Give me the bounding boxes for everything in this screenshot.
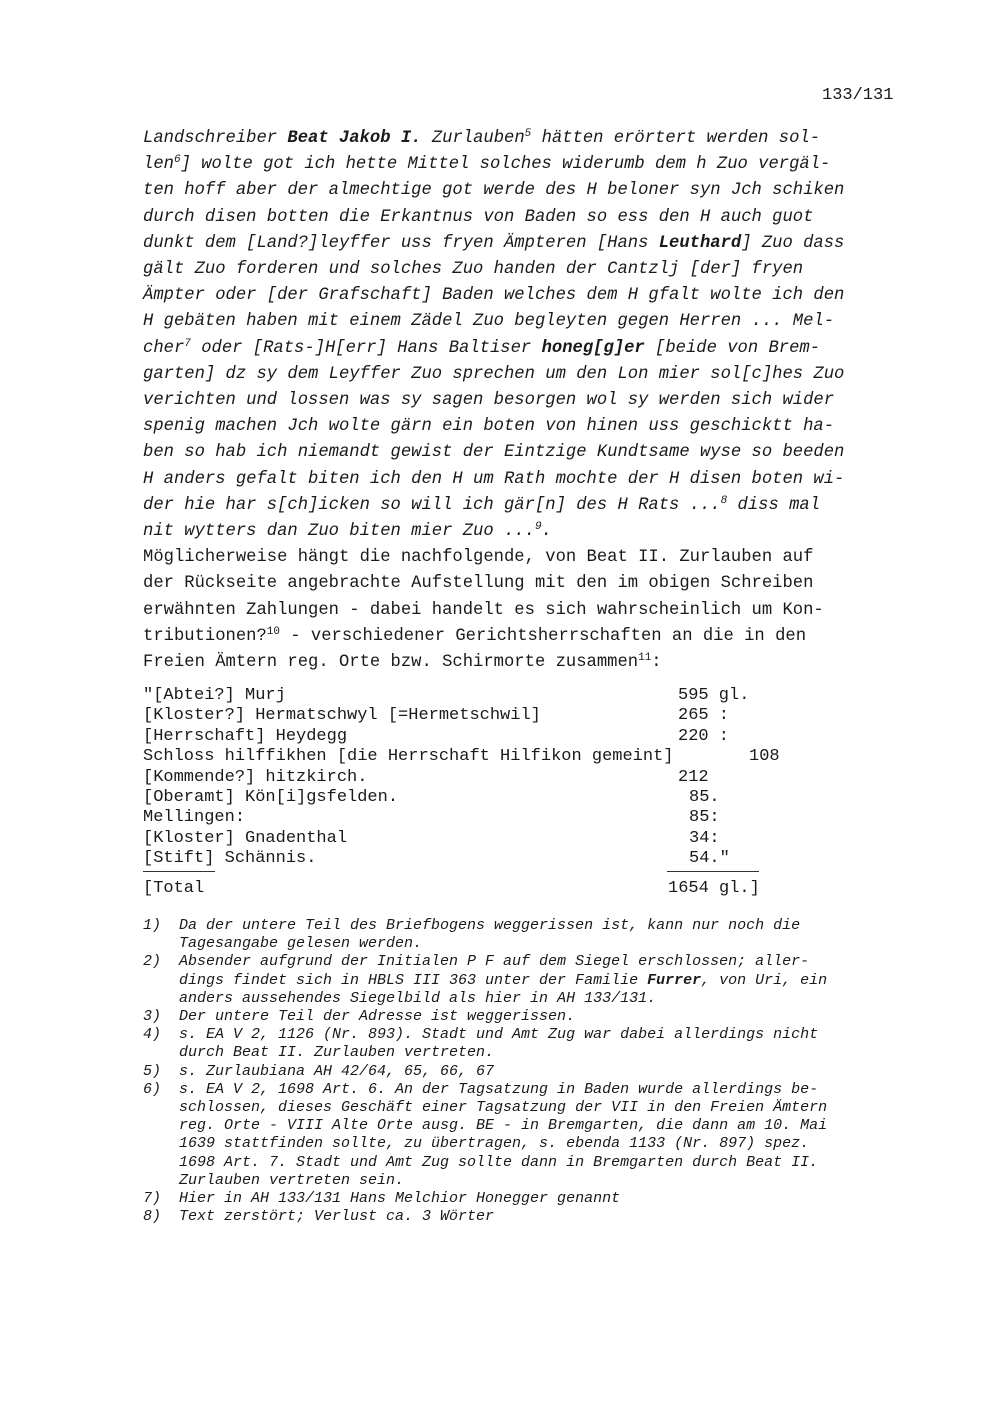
payments-table — [143, 686, 843, 870]
row-label: "[Abtei?] Murj — [143, 686, 286, 705]
row-value: 34: — [689, 828, 720, 848]
table-row — [143, 747, 843, 767]
footnote-line: s. EA V 2, 1698 Art. 6. An der Tagsatzung in Baden wurde allerdings be- — [179, 1080, 819, 1098]
footnote-line: durch Beat II. Zurlauben vertreten. — [179, 1044, 495, 1062]
transcription-line: ben so hab ich niemandt gewist der Eintzige Kundtsame wyse so beeden — [143, 443, 845, 463]
transcription-line: der hie har s[ch]icken so will ich gär[n] des H Rats ...$^8$ diss mal — [143, 494, 821, 515]
footnote-line: Text zerstört; Verlust ca. 3 Wörter — [179, 1208, 495, 1226]
footnote-number: 2) — [143, 953, 162, 971]
transcription-line: cher$^7$ oder [Rats-]H[err] Hans Baltiser honeg[g]er [beide von Brem- — [143, 337, 821, 358]
transcription-line: len$^6$] wolte got ich hette Mittel solches widerumb dem h Zuo vergäl- — [143, 154, 831, 175]
transcription-line: verichten und lossen was sy sagen besorgen wol sy werden sich wider — [143, 391, 835, 411]
row-value: 265 : — [678, 706, 730, 726]
footnote-ref: 5 — [524, 128, 532, 140]
commentary-line: tributionen?$^{10}$ - verschiedener Gerichtsherrschaften an die in den — [143, 625, 807, 646]
footnote-ref: 10 — [266, 625, 280, 638]
row-label: [Kommende?] hitzkirch. — [143, 767, 368, 787]
footnote — [143, 1063, 923, 1081]
table-row — [143, 727, 843, 747]
footnote — [143, 953, 923, 1008]
commentary-line: der Rückseite angebrachte Aufstellung mit den im obigen Schreiben — [143, 574, 814, 594]
footnote-number: 5) — [143, 1062, 162, 1080]
transcription-line: spenig machen Jch wolte gärn ein boten von hinen uss geschicktt ha- — [143, 417, 835, 437]
row-value: 85: — [689, 808, 720, 828]
footnote-line: reg. Orte - VIII Alte Orte ausg. BE - in Bremgarten, die dann am 10. Mai — [179, 1117, 828, 1135]
sum-rule — [667, 871, 759, 872]
transcription-line: garten] dz sy dem Leyffer Zuo sprechen um den Lon mier sol[c]hes Zuo — [143, 364, 845, 384]
row-label: [Kloster?] Hermatschwyl [=Hermetschwil] — [143, 706, 541, 726]
row-label: Schloss hilffikhen [die Herrschaft Hilfikon gemeint] — [143, 747, 674, 767]
row-label: [Stift] Schännis. — [143, 849, 317, 869]
table-row — [143, 829, 843, 849]
table-row — [143, 849, 843, 869]
transcription-line: durch disen botten die Erkantnus von Baden so ess den H auch guot — [143, 207, 814, 227]
underline-rule — [143, 871, 215, 872]
footnote — [143, 1208, 923, 1226]
footnote-ref: 7 — [184, 337, 191, 350]
row-value: 108 — [749, 747, 780, 767]
bold-name: honeg[g]er — [541, 338, 645, 358]
table-row — [143, 808, 843, 828]
footnote — [143, 917, 923, 953]
row-value: 85. — [689, 787, 720, 807]
footnotes — [143, 917, 923, 1226]
row-value: 595 gl. — [678, 686, 750, 705]
footnote-ref: 11 — [638, 652, 652, 665]
footnote — [143, 1081, 923, 1190]
table-row — [143, 686, 843, 706]
footnote-number: 4) — [143, 1026, 162, 1044]
footnote-line: Der untere Teil der Adresse ist weggerissen. — [179, 1008, 576, 1026]
footnote-ref: 6 — [173, 154, 181, 167]
transcription-line: H gebäten haben mit einem Zädel Zuo begleyten gegen Herren ... Mel- — [143, 312, 835, 332]
footnote-line: 1698 Art. 7. Stadt und Amt Zug sollte dann in Bremgarten durch Beat II. — [179, 1153, 819, 1171]
footnote-line: anders aussehendes Siegelbild als hier in AH 133/131. — [179, 989, 657, 1007]
row-label: [Kloster] Gnadenthal — [143, 828, 348, 848]
letter-transcription — [143, 126, 923, 545]
footnote-number: 7) — [143, 1190, 162, 1208]
row-label: [Oberamt] Kön[i]gsfelden. — [143, 787, 399, 807]
row-value: 220 : — [678, 726, 730, 746]
footnote — [143, 1026, 923, 1062]
table-row — [143, 768, 843, 788]
footnote-line: Tagesangabe gelesen werden. — [179, 935, 423, 953]
footnote-number: 1) — [143, 917, 162, 934]
footnote-line: 1639 stattfinden sollte, zu übertragen, s. ebenda 1133 (Nr. 897) spez. — [179, 1135, 810, 1153]
bold-name: Furrer — [647, 971, 702, 989]
footnote — [143, 1008, 923, 1026]
footnote-line: s. Zurlaubiana AH 42/64, 65, 66, 67 — [179, 1062, 495, 1080]
footnote-number: 8) — [143, 1208, 162, 1226]
footnote-line: s. EA V 2, 1126 (Nr. 893). Stadt und Amt Zug war dabei allerdings nicht — [179, 1026, 819, 1044]
commentary-line: Freien Ämtern reg. Orte bzw. Schirmorte zusammen$^{11}$: — [143, 652, 662, 673]
footnote-line: Da der untere Teil des Briefbogens weggerissen ist, kann nur noch die — [179, 917, 801, 934]
commentary-line: erwähnten Zahlungen - dabei handelt es sich wahrscheinlich um Kon- — [143, 600, 824, 620]
editorial-commentary — [143, 545, 923, 676]
row-value: 212 — [678, 767, 709, 787]
footnote-line: Zurlauben vertreten sein. — [179, 1171, 405, 1189]
footnote-line: Hier in AH 133/131 Hans Melchior Honegger genannt — [179, 1190, 621, 1208]
transcription-line: ten hoff aber der almechtige got werde des H beloner syn Jch schiken — [143, 181, 845, 201]
row-value: 54." — [689, 849, 730, 869]
transcription-line: Landschreiber Beat Jakob I. Zurlauben$^5$ hätten erörtert werden sol- — [143, 128, 821, 148]
total-label: [Total — [143, 879, 205, 898]
transcription-line: dunkt dem [Land?]leyffer uss fryen Ämpteren [Hans Leuthard] Zuo dass — [143, 233, 845, 253]
transcription-line: nit wytters dan Zuo biten mier Zuo ...$^9$. — [143, 521, 552, 542]
row-label: Mellingen: — [143, 808, 246, 828]
table-row — [143, 788, 843, 808]
footnote-number: 6) — [143, 1080, 162, 1098]
total-value: 1654 gl.] — [668, 879, 760, 898]
footnote-ref: 9 — [534, 521, 542, 534]
transcription-line: Ämpter oder [der Grafschaft] Baden welches dem H gfalt wolte ich den — [143, 286, 845, 306]
footnote-number: 3) — [143, 1008, 162, 1026]
table-row — [143, 706, 843, 726]
page-number: 133/131 — [822, 86, 894, 105]
footnote-line: dings findet sich in HBLS III 363 unter der Familie Furrer, von Uri, ein — [179, 971, 828, 989]
row-label: [Herrschaft] Heydegg — [143, 726, 348, 746]
footnote-line: schlossen, dieses Geschäft einer Tagsatzung der VII in den Freien Ämtern — [179, 1099, 828, 1117]
transcription-line: H anders gefalt biten ich den H um Rath mochte der H disen boten wi- — [143, 469, 845, 489]
letter-body — [143, 126, 923, 676]
bold-name: Leuthard — [658, 233, 742, 253]
footnote — [143, 1190, 923, 1208]
bold-name: Beat Jakob I. — [287, 129, 422, 148]
transcription-line: gält Zuo forderen und solches Zuo handen der Cantzlj [der] fryen — [143, 260, 804, 280]
footnote-ref: 8 — [720, 494, 728, 507]
commentary-line: Möglicherweise hängt die nachfolgende, von Beat II. Zurlauben auf — [143, 548, 814, 568]
footnote-line: Absender aufgrund der Initialen P F auf dem Siegel erschlossen; aller- — [179, 953, 810, 971]
